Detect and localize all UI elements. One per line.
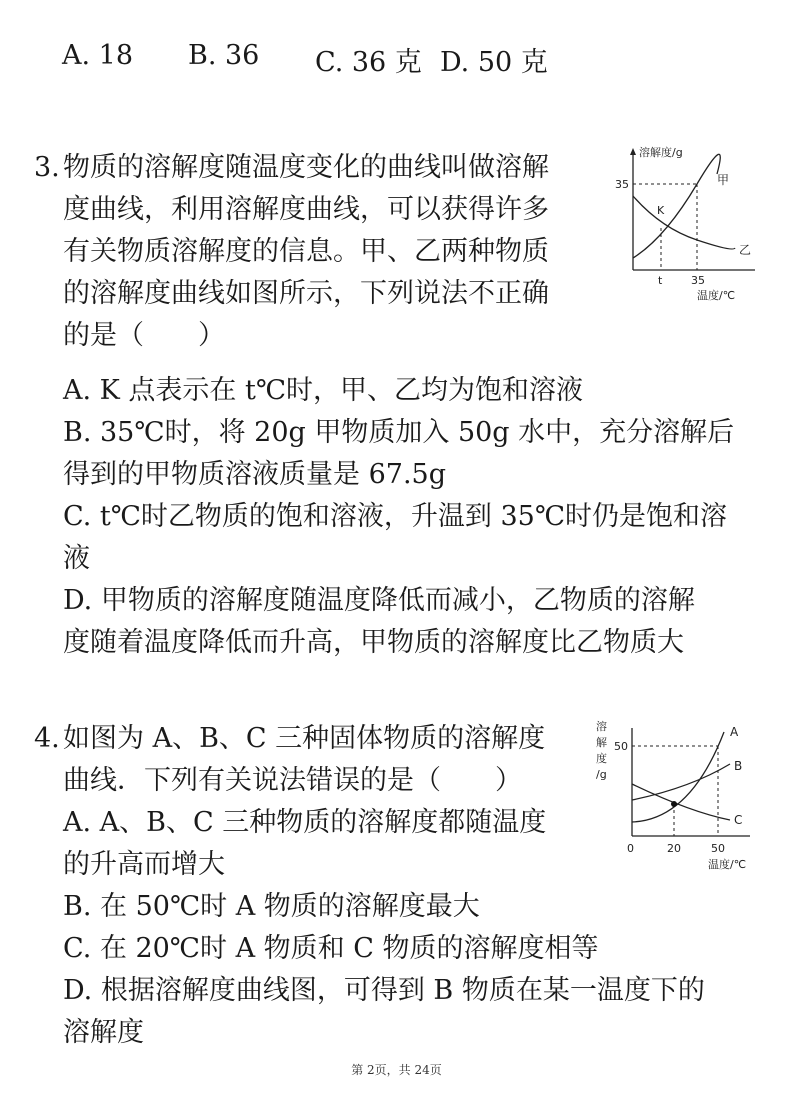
q4-y-label-1: 溶: [596, 720, 607, 733]
q3-point-k-label: K: [657, 204, 665, 217]
q4-x-tick-0: 0: [627, 842, 634, 855]
q2-option-a: A. 18: [62, 40, 134, 71]
q4-y-label-3: 度: [596, 752, 607, 765]
q2-option-c: C. 36 克: [315, 47, 422, 78]
q3-option-line: B. 35℃时，将 20g 甲物质加入 50g 水中，充分溶解后: [63, 417, 735, 448]
q3-x-tick-35: 35: [691, 274, 705, 287]
q4-y-label-2: 解: [596, 736, 607, 749]
q3-y-tick-35: 35: [615, 178, 629, 191]
q3-x-label: 温度/℃: [697, 289, 736, 302]
q4-option-line: C. 在 20℃时 A 物质和 C 物质的溶解度相等: [63, 933, 599, 964]
q4-intersection-point: [671, 801, 677, 807]
q3-options: [63, 370, 734, 664]
q3-curve-jia: [633, 154, 720, 258]
q3-stem-line: 物质的溶解度随温度变化的曲线叫做溶解: [63, 152, 549, 183]
q3-option-line: C. t℃时乙物质的饱和溶液，升温到 35℃时仍是饱和溶: [63, 501, 728, 532]
q3-x-tick-t: t: [658, 274, 663, 287]
q2-options: [0, 40, 793, 80]
q4-number: 4.: [34, 723, 60, 754]
q2-option-b: B. 36: [188, 40, 260, 71]
q3-option-line: 度随着温度降低而升高，甲物质的溶解度比乙物质大: [63, 627, 684, 658]
q4-curve-b: [632, 764, 730, 800]
q4-option-line: 溶解度: [63, 1017, 144, 1048]
q4-option-line: 的升高而增大: [63, 849, 225, 880]
q4-curve-b-label: B: [734, 759, 743, 773]
q4-y-tick-50: 50: [614, 740, 628, 753]
q4-solubility-figure: [590, 712, 770, 882]
q3-stem-line: 的是（ ）: [63, 320, 225, 351]
q4-y-label-4: /g: [596, 768, 607, 781]
q3-y-label: 溶解度/g: [639, 146, 683, 159]
q4-x-label: 温度/℃: [708, 858, 747, 871]
q4-curve-a-label: A: [730, 725, 739, 739]
q3-curve-yi-label: 乙: [739, 243, 752, 257]
page-footer: 第 2页，共 24页: [351, 1063, 442, 1077]
q4-option-line: D. 根据溶解度曲线图，可得到 B 物质在某一温度下的: [63, 975, 705, 1006]
q3-solubility-figure: [605, 140, 765, 310]
q3-option-line: A. K 点表示在 t℃时，甲、乙均为饱和溶液: [63, 375, 584, 406]
q3-curve-jia-label: 甲: [717, 173, 730, 187]
q4-stem-line: 如图为 A、B、C 三种固体物质的溶解度: [63, 723, 546, 754]
q4-option-line: A. A、B、C 三种物质的溶解度都随温度: [63, 807, 547, 838]
q3-option-line: 得到的甲物质溶液质量是 67.5g: [63, 459, 446, 490]
q3-stem: [63, 147, 549, 357]
q4-x-tick-50: 50: [711, 842, 725, 855]
q3-number: 3.: [34, 152, 60, 183]
q3-stem-line: 的溶解度曲线如图所示，下列说法不正确: [63, 278, 549, 309]
q4-x-tick-20: 20: [667, 842, 681, 855]
q3-option-line: 液: [63, 543, 90, 574]
q4-option-line: B. 在 50℃时 A 物质的溶解度最大: [63, 891, 480, 922]
q4-stem: [63, 718, 545, 802]
q4-stem-line: 曲线．下列有关说法错误的是（ ）: [63, 765, 522, 796]
q3-option-line: D. 甲物质的溶解度随温度降低而减小，乙物质的溶解: [63, 585, 695, 616]
q2-option-d: D. 50 克: [440, 47, 548, 78]
q3-stem-line: 有关物质溶解度的信息。甲、乙两种物质: [63, 236, 549, 267]
q3-y-arrow: [630, 148, 636, 155]
q4-curve-c-label: C: [734, 813, 743, 827]
q3-stem-line: 度曲线，利用溶解度曲线，可以获得许多: [63, 194, 549, 225]
